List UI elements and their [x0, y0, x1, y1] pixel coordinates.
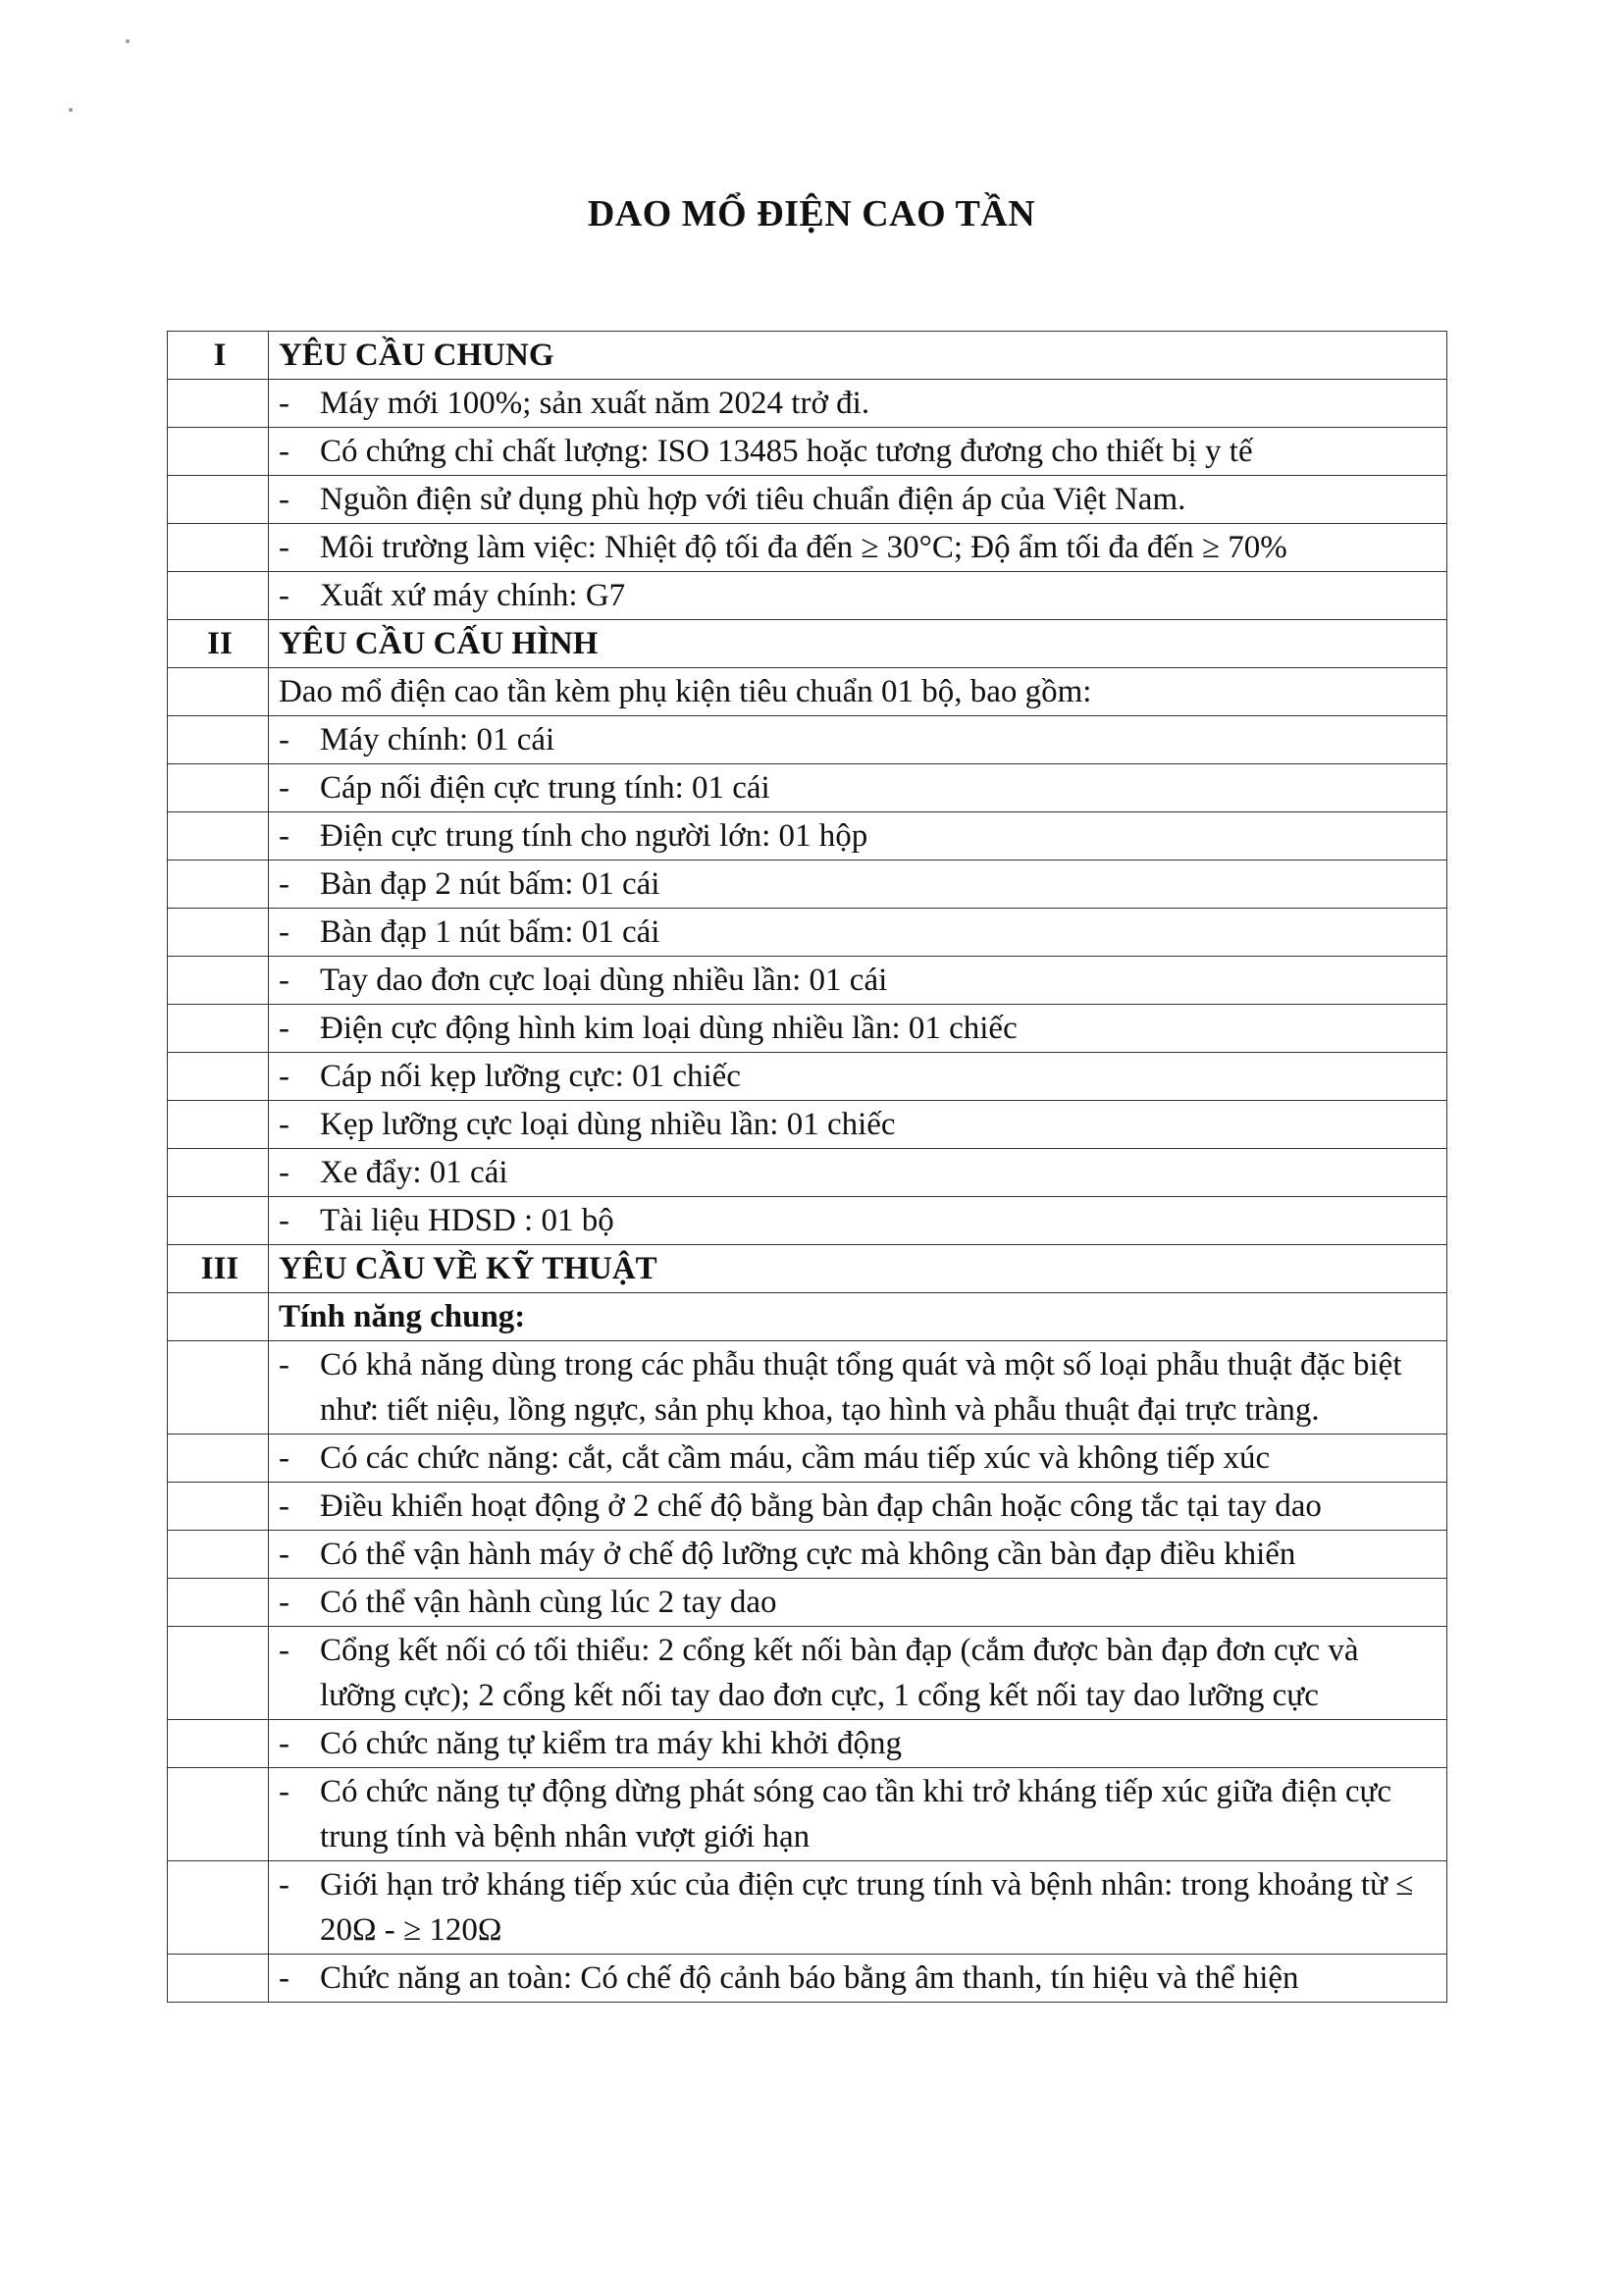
- bullet-dash: -: [279, 1633, 289, 1668]
- spec-item-cell: [269, 1720, 1447, 1768]
- list-item: [279, 1102, 1440, 1147]
- bullet-dash: -: [279, 386, 289, 421]
- spec-row: [168, 1627, 1447, 1720]
- section-header-row: [168, 332, 1447, 380]
- bullet-dash: -: [279, 1011, 289, 1046]
- spec-item-cell: [269, 1435, 1447, 1483]
- list-item: [279, 1150, 1440, 1195]
- spec-row: [168, 716, 1447, 764]
- spec-item-cell: [269, 1531, 1447, 1579]
- empty-cell: [168, 1005, 269, 1053]
- spec-item-cell: [269, 1053, 1447, 1101]
- item-text: Bàn đạp 2 nút bấm: 01 cái: [320, 866, 660, 902]
- empty-cell: [168, 1435, 269, 1483]
- bullet-dash: -: [279, 434, 289, 469]
- bullet-dash: -: [279, 578, 289, 613]
- bullet-dash: -: [279, 1867, 289, 1903]
- spec-row: [168, 1579, 1447, 1627]
- empty-cell: [168, 1955, 269, 2003]
- bullet-dash: -: [279, 482, 289, 517]
- spec-item-cell: [269, 764, 1447, 812]
- bullet-dash: -: [279, 1537, 289, 1572]
- spec-item-cell: [269, 1005, 1447, 1053]
- list-item: [279, 381, 1440, 426]
- empty-cell: [168, 1197, 269, 1245]
- spec-item-cell: [269, 1955, 1447, 2003]
- spec-row: [168, 1720, 1447, 1768]
- spec-item-cell: [269, 957, 1447, 1005]
- list-item: [279, 910, 1440, 955]
- item-text: Máy mới 100%; sản xuất năm 2024 trở đi.: [320, 386, 870, 421]
- list-item: [279, 1342, 1440, 1433]
- item-text: Máy chính: 01 cái: [320, 722, 555, 757]
- list-item: [279, 861, 1440, 907]
- spec-row: [168, 957, 1447, 1005]
- item-text: Có khả năng dùng trong các phẫu thuật tổng quát và một số loại phẫu thuật đặc biệt như: tiết niệu, lồng ngực, sản phụ khoa, tạo hình và phẫu thuật đại trực tràng.: [320, 1347, 1402, 1428]
- empty-cell: [168, 1579, 269, 1627]
- item-text: Có chứng chỉ chất lượng: ISO 13485 hoặc tương đương cho thiết bị y tế: [320, 434, 1253, 469]
- section-number: II: [168, 620, 269, 668]
- spec-item-cell: [269, 1483, 1447, 1531]
- item-text: Xuất xứ máy chính: G7: [320, 578, 626, 613]
- spec-row: [168, 1435, 1447, 1483]
- empty-cell: [168, 1720, 269, 1768]
- spec-row: [168, 668, 1447, 716]
- spec-item-cell: [269, 524, 1447, 572]
- item-text: Có chức năng tự động dừng phát sóng cao tần khi trở kháng tiếp xúc giữa điện cực trung tính và bệnh nhân vượt giới hạn: [320, 1774, 1392, 1854]
- spec-row: [168, 1955, 1447, 2003]
- empty-cell: [168, 764, 269, 812]
- bullet-dash: -: [279, 1726, 289, 1761]
- empty-cell: [168, 861, 269, 909]
- bullet-dash: -: [279, 1960, 289, 1996]
- spec-row: [168, 1197, 1447, 1245]
- spec-item-cell: [269, 812, 1447, 861]
- list-item: [279, 958, 1440, 1003]
- spec-item-cell: [269, 1861, 1447, 1955]
- list-item: [279, 765, 1440, 810]
- spec-item-cell: [269, 380, 1447, 428]
- bullet-dash: -: [279, 914, 289, 950]
- list-item: [279, 573, 1440, 618]
- spec-item-cell: [269, 909, 1447, 957]
- spec-row: [168, 1341, 1447, 1435]
- spec-row: [168, 1768, 1447, 1861]
- spec-row: [168, 909, 1447, 957]
- item-text: Cáp nối điện cực trung tính: 01 cái: [320, 770, 770, 806]
- intro-text: Dao mổ điện cao tần kèm phụ kiện tiêu chuẩn 01 bộ, bao gồm:: [269, 668, 1447, 716]
- spec-row: [168, 1053, 1447, 1101]
- spec-row: [168, 380, 1447, 428]
- empty-cell: [168, 716, 269, 764]
- spec-item-cell: [269, 1341, 1447, 1435]
- spec-row: [168, 524, 1447, 572]
- spec-item-cell: [269, 716, 1447, 764]
- empty-cell: [168, 1293, 269, 1341]
- list-item: [279, 1532, 1440, 1577]
- bullet-dash: -: [279, 866, 289, 902]
- subheading: Tính năng chung:: [269, 1293, 1447, 1341]
- section-heading: YÊU CẦU VỀ KỸ THUẬT: [269, 1245, 1447, 1293]
- item-text: Xe đẩy: 01 cái: [320, 1155, 508, 1190]
- item-text: Điều khiển hoạt động ở 2 chế độ bằng bàn đạp chân hoặc công tắc tại tay dao: [320, 1488, 1322, 1524]
- spec-item-cell: [269, 1197, 1447, 1245]
- list-item: [279, 1862, 1440, 1953]
- spec-item-cell: [269, 1149, 1447, 1197]
- list-item: [279, 717, 1440, 762]
- section-header-row: [168, 1245, 1447, 1293]
- empty-cell: [168, 957, 269, 1005]
- bullet-dash: -: [279, 1347, 289, 1383]
- spec-item-cell: [269, 1627, 1447, 1720]
- item-text: Có các chức năng: cắt, cắt cầm máu, cầm máu tiếp xúc và không tiếp xúc: [320, 1440, 1271, 1476]
- spec-row: [168, 1101, 1447, 1149]
- bullet-dash: -: [279, 722, 289, 757]
- item-text: Điện cực trung tính cho người lớn: 01 hộp: [320, 818, 868, 854]
- list-item: [279, 1769, 1440, 1859]
- empty-cell: [168, 668, 269, 716]
- item-text: Chức năng an toàn: Có chế độ cảnh báo bằng âm thanh, tín hiệu và thể hiện: [320, 1960, 1299, 1996]
- item-text: Tay dao đơn cực loại dùng nhiều lần: 01 cái: [320, 963, 888, 998]
- bullet-dash: -: [279, 1059, 289, 1094]
- empty-cell: [168, 1101, 269, 1149]
- spec-row: [168, 428, 1447, 476]
- spec-row: [168, 812, 1447, 861]
- section-header-row: [168, 620, 1447, 668]
- item-text: Kẹp lưỡng cực loại dùng nhiều lần: 01 chiếc: [320, 1107, 896, 1142]
- section-number: I: [168, 332, 269, 380]
- document-title: DAO MỔ ĐIỆN CAO TẦN: [587, 193, 1036, 235]
- spec-item-cell: [269, 1768, 1447, 1861]
- empty-cell: [168, 909, 269, 957]
- bullet-dash: -: [279, 530, 289, 565]
- item-text: Nguồn điện sử dụng phù hợp với tiêu chuẩn điện áp của Việt Nam.: [320, 482, 1186, 517]
- empty-cell: [168, 1768, 269, 1861]
- spec-item-cell: [269, 428, 1447, 476]
- list-item: [279, 477, 1440, 522]
- spec-item-cell: [269, 1579, 1447, 1627]
- empty-cell: [168, 380, 269, 428]
- item-text: Tài liệu HDSD : 01 bộ: [320, 1203, 614, 1238]
- empty-cell: [168, 1053, 269, 1101]
- bullet-dash: -: [279, 963, 289, 998]
- empty-cell: [168, 428, 269, 476]
- list-item: [279, 813, 1440, 859]
- spec-item-cell: [269, 861, 1447, 909]
- item-text: Có thể vận hành cùng lúc 2 tay dao: [320, 1585, 777, 1620]
- empty-cell: [168, 524, 269, 572]
- item-text: Cáp nối kẹp lưỡng cực: 01 chiếc: [320, 1059, 741, 1094]
- empty-cell: [168, 572, 269, 620]
- list-item: [279, 1580, 1440, 1625]
- list-item: [279, 1628, 1440, 1718]
- item-text: Điện cực động hình kim loại dùng nhiều lần: 01 chiếc: [320, 1011, 1018, 1046]
- spec-item-cell: [269, 476, 1447, 524]
- item-text: Giới hạn trở kháng tiếp xúc của điện cực trung tính và bệnh nhân: trong khoảng từ ≤ 20Ω - ≥ 120Ω: [320, 1867, 1414, 1948]
- spec-row: [168, 1861, 1447, 1955]
- bullet-dash: -: [279, 1440, 289, 1476]
- list-item: [279, 1956, 1440, 2001]
- section-number: III: [168, 1245, 269, 1293]
- empty-cell: [168, 1531, 269, 1579]
- spec-row: [168, 1483, 1447, 1531]
- bullet-dash: -: [279, 1488, 289, 1524]
- list-item: [279, 429, 1440, 474]
- list-item: [279, 1198, 1440, 1243]
- list-item: [279, 1721, 1440, 1766]
- bullet-dash: -: [279, 818, 289, 854]
- item-text: Cổng kết nối có tối thiểu: 2 cổng kết nối bàn đạp (cắm được bàn đạp đơn cực và lưỡng cực); 2 cổng kết nối tay dao đơn cực, 1 cổng kết nối tay dao lưỡng cực: [320, 1633, 1359, 1713]
- bullet-dash: -: [279, 1203, 289, 1238]
- bullet-dash: -: [279, 1107, 289, 1142]
- spec-row: [168, 1005, 1447, 1053]
- item-text: Có thể vận hành máy ở chế độ lưỡng cực mà không cần bàn đạp điều khiển: [320, 1537, 1296, 1572]
- list-item: [279, 1054, 1440, 1099]
- empty-cell: [168, 1861, 269, 1955]
- bullet-dash: -: [279, 1774, 289, 1809]
- list-item: [279, 1006, 1440, 1051]
- empty-cell: [168, 812, 269, 861]
- item-text: Bàn đạp 1 nút bấm: 01 cái: [320, 914, 660, 950]
- empty-cell: [168, 476, 269, 524]
- spec-item-cell: [269, 572, 1447, 620]
- section-heading: YÊU CẦU CHUNG: [269, 332, 1447, 380]
- item-text: Có chức năng tự kiểm tra máy khi khởi động: [320, 1726, 903, 1761]
- spec-table: [167, 331, 1447, 2003]
- empty-cell: [168, 1149, 269, 1197]
- bullet-dash: -: [279, 770, 289, 806]
- section-heading: YÊU CẦU CẤU HÌNH: [269, 620, 1447, 668]
- spec-item-cell: [269, 1101, 1447, 1149]
- spec-row: [168, 1149, 1447, 1197]
- bullet-dash: -: [279, 1585, 289, 1620]
- spec-row: [168, 1293, 1447, 1341]
- spec-row: [168, 476, 1447, 524]
- spec-row: [168, 1531, 1447, 1579]
- empty-cell: [168, 1627, 269, 1720]
- list-item: [279, 1435, 1440, 1481]
- empty-cell: [168, 1483, 269, 1531]
- list-item: [279, 525, 1440, 570]
- empty-cell: [168, 1341, 269, 1435]
- list-item: [279, 1484, 1440, 1529]
- scan-speck: [126, 39, 130, 43]
- spec-row: [168, 861, 1447, 909]
- spec-row: [168, 764, 1447, 812]
- scan-speck: [69, 108, 73, 112]
- bullet-dash: -: [279, 1155, 289, 1190]
- item-text: Môi trường làm việc: Nhiệt độ tối đa đến ≥ 30°C; Độ ẩm tối đa đến ≥ 70%: [320, 530, 1287, 565]
- spec-row: [168, 572, 1447, 620]
